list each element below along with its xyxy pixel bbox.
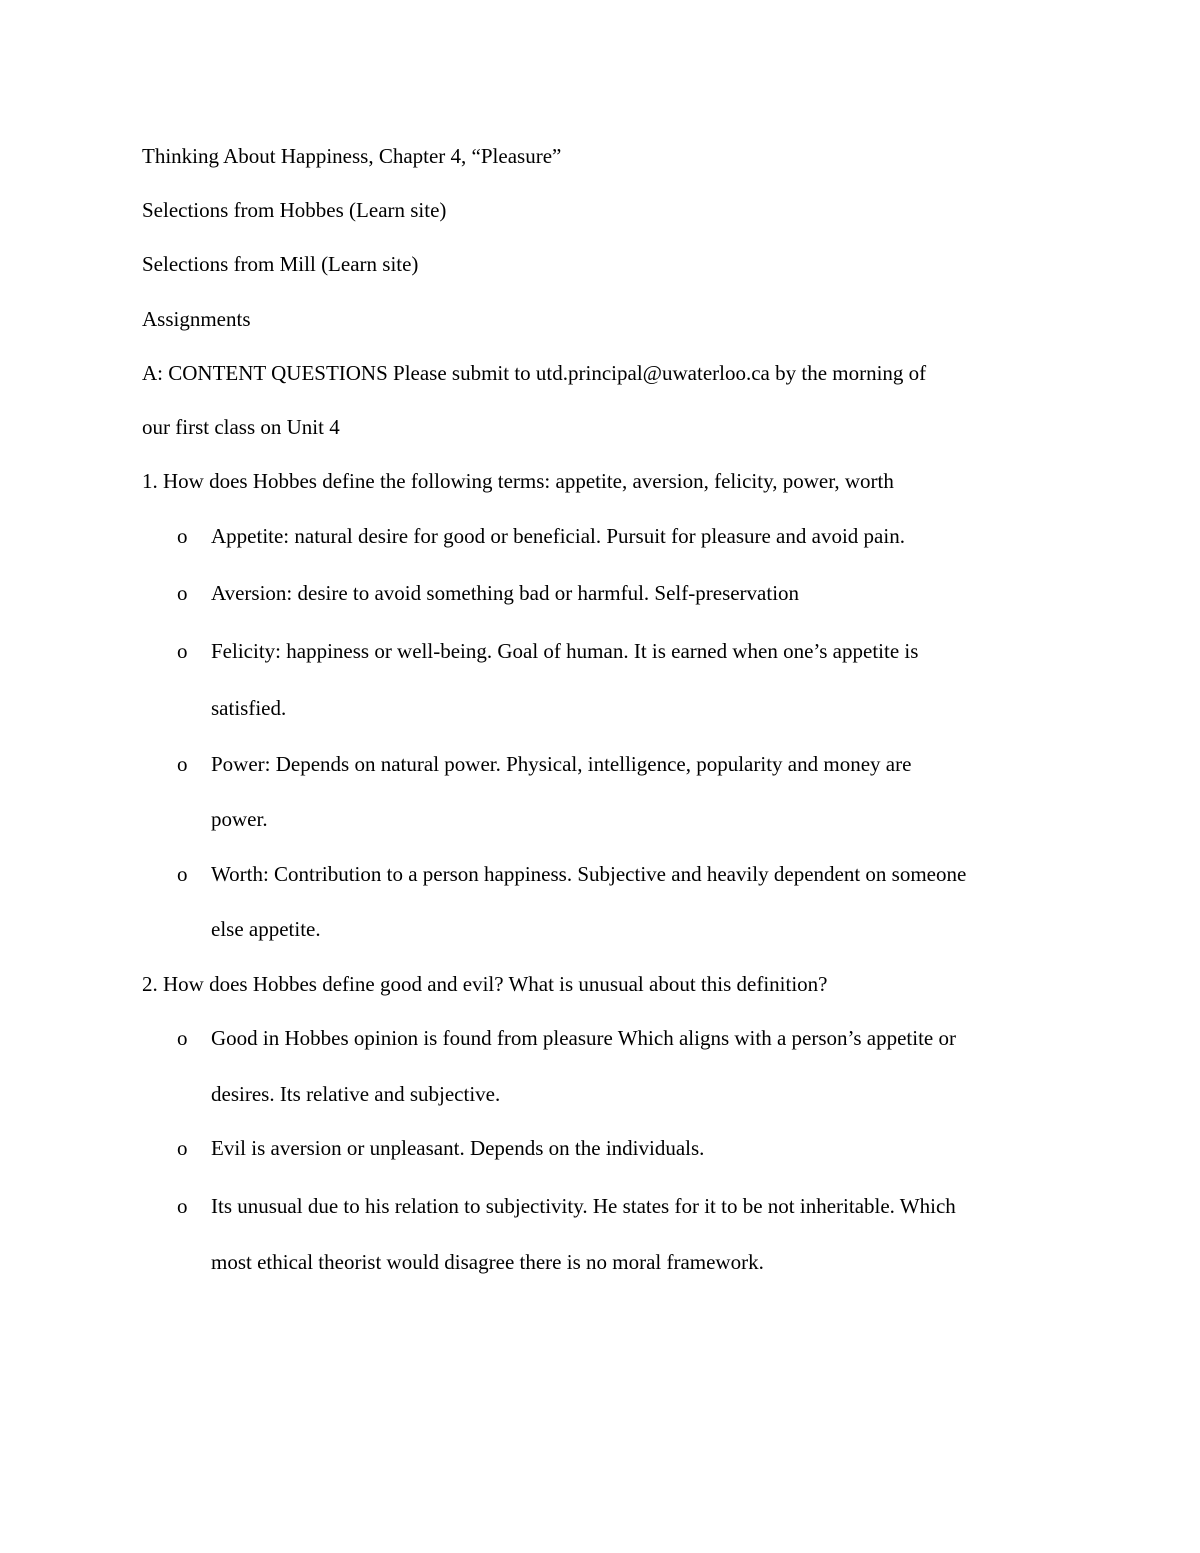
assignments-heading: Assignments: [142, 307, 251, 331]
question-2-prompt: 2. How does Hobbes define good and evil? What is unusual about this definition?: [142, 972, 828, 996]
reading-mill: Selections from Mill (Learn site): [142, 252, 419, 276]
question-1-prompt: 1. How does Hobbes define the following terms: appetite, aversion, felicity, power, worth: [142, 469, 894, 493]
answer-worth-line-2: else appetite.: [211, 917, 321, 941]
answer-power-line-2: power.: [211, 807, 268, 831]
answer-power-line-1: Power: Depends on natural power. Physical, intelligence, popularity and money are: [211, 752, 912, 776]
bullet-marker: o: [177, 1026, 188, 1050]
title-line: Thinking About Happiness, Chapter 4, “Pleasure”: [142, 144, 562, 168]
section-a-line-2: our first class on Unit 4: [142, 415, 340, 439]
answer-evil: Evil is aversion or unpleasant. Depends on the individuals.: [211, 1136, 705, 1160]
bullet-marker: o: [177, 752, 188, 776]
answer-appetite: Appetite: natural desire for good or beneficial. Pursuit for pleasure and avoid pain.: [211, 524, 905, 548]
bullet-marker: o: [177, 639, 188, 663]
section-a-line-1: A: CONTENT QUESTIONS Please submit to utd.principal@uwaterloo.ca by the morning of: [142, 361, 927, 385]
answer-good-line-1: Good in Hobbes opinion is found from pleasure Which aligns with a person’s appetite or: [211, 1026, 956, 1050]
answer-felicity-line-2: satisfied.: [211, 696, 287, 720]
reading-hobbes: Selections from Hobbes (Learn site): [142, 198, 447, 222]
bullet-marker: o: [177, 1194, 188, 1218]
bullet-marker: o: [177, 581, 188, 605]
answer-unusual-line-2: most ethical theorist would disagree there is no moral framework.: [211, 1250, 764, 1274]
bullet-marker: o: [177, 862, 188, 886]
answer-unusual-line-1: Its unusual due to his relation to subjectivity. He states for it to be not inheritable. Which: [211, 1194, 956, 1218]
answer-aversion: Aversion: desire to avoid something bad or harmful. Self-preservation: [211, 581, 800, 605]
answer-felicity-line-1: Felicity: happiness or well-being. Goal of human. It is earned when one’s appetite is: [211, 639, 919, 663]
answer-worth-line-1: Worth: Contribution to a person happiness. Subjective and heavily dependent on someone: [211, 862, 967, 886]
bullet-marker: o: [177, 524, 188, 548]
answer-good-line-2: desires. Its relative and subjective.: [211, 1082, 501, 1106]
bullet-marker: o: [177, 1136, 188, 1160]
